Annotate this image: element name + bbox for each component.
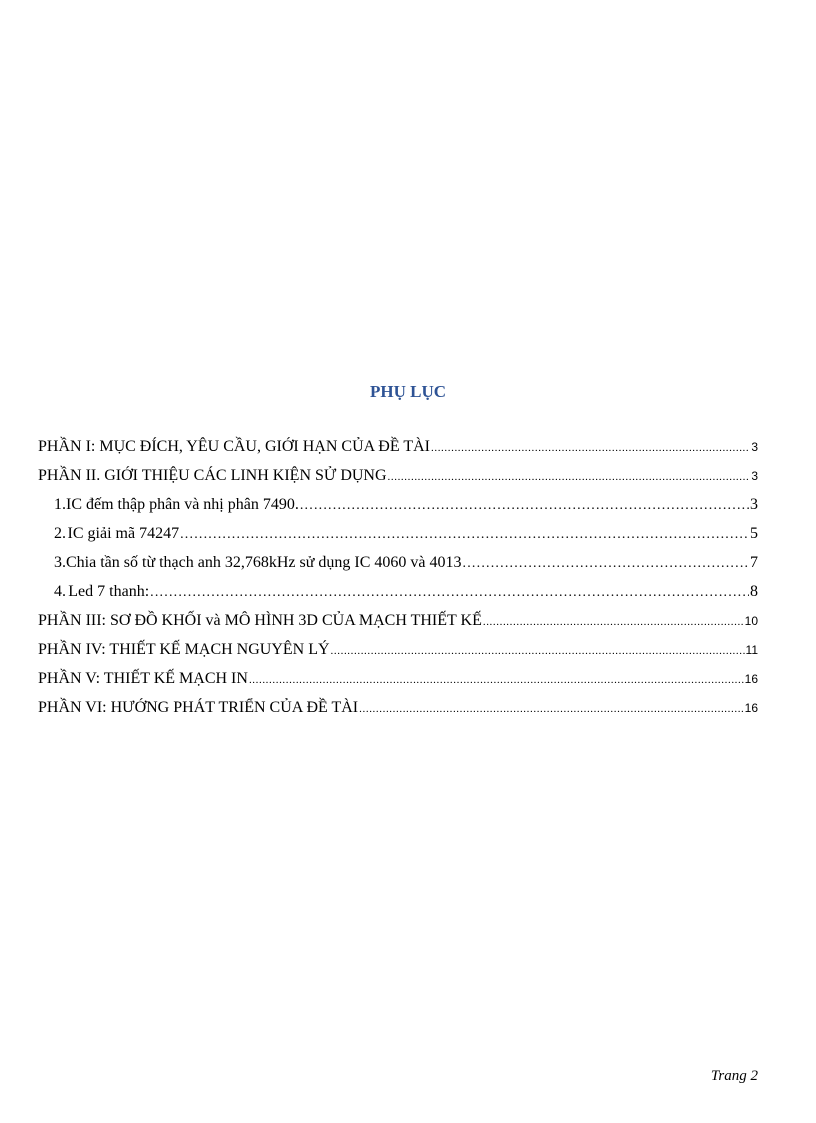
toc-entry-part-1[interactable] bbox=[38, 436, 758, 465]
toc-entry-page: 5 bbox=[750, 525, 758, 542]
toc-entry-label: Led 7 thanh: bbox=[68, 583, 150, 600]
toc-entry-label: IC giải mã 74247 bbox=[67, 525, 180, 542]
toc-entry-page: 3 bbox=[750, 496, 758, 513]
toc-leader-dots bbox=[463, 553, 749, 575]
toc-entry-page: 16 bbox=[744, 701, 758, 715]
toc-leader-dots bbox=[359, 698, 744, 720]
toc-entry-part-4[interactable] bbox=[38, 639, 758, 668]
toc-entry-number: 3. bbox=[54, 554, 66, 571]
toc-entry-label: PHẦN V: THIẾT KẾ MẠCH IN bbox=[38, 670, 248, 687]
toc-entry-page: 7 bbox=[750, 554, 758, 571]
toc-leader-dots bbox=[483, 611, 744, 633]
toc-leader-dots bbox=[150, 582, 749, 604]
toc-entry-part-5[interactable] bbox=[38, 668, 758, 697]
toc-entry-label: PHẦN VI: HƯỚNG PHÁT TRIỂN CỦA ĐỀ TÀI bbox=[38, 699, 359, 716]
toc-entry-part-2[interactable] bbox=[38, 465, 758, 494]
toc-entry-section-2[interactable] bbox=[38, 523, 758, 552]
toc-entry-page: 10 bbox=[744, 614, 758, 628]
toc-leader-dots bbox=[180, 524, 749, 546]
toc-entry-label: PHẦN IV: THIẾT KẾ MẠCH NGUYÊN LÝ bbox=[38, 641, 330, 658]
page-number-footer: Trang 2 bbox=[710, 1068, 758, 1084]
toc-entry-number: 4. bbox=[54, 583, 66, 600]
toc-entry-page: 8 bbox=[750, 583, 758, 600]
toc-entry-page: 3 bbox=[751, 469, 758, 483]
toc-entry-label: IC đếm thập phân và nhị phân 7490. bbox=[66, 496, 299, 513]
toc-entry-label: PHẦN I: MỤC ĐÍCH, YÊU CẦU, GIỚI HẠN CỦA ĐỀ TÀI bbox=[38, 438, 430, 455]
toc-entry-section-1[interactable] bbox=[38, 494, 758, 523]
toc-entry-section-3[interactable] bbox=[38, 552, 758, 581]
toc-leader-dots bbox=[331, 640, 745, 662]
toc-entry-label: PHẦN III: SƠ ĐỒ KHỐI và MÔ HÌNH 3D CỦA MẠCH THIẾT KẾ bbox=[38, 612, 482, 629]
toc-entry-page: 3 bbox=[751, 440, 758, 454]
toc-entry-part-3[interactable] bbox=[38, 610, 758, 639]
toc-leader-dots bbox=[249, 669, 744, 691]
toc-entry-label: PHẦN II. GIỚI THIỆU CÁC LINH KIỆN SỬ DỤNG bbox=[38, 467, 387, 484]
table-of-contents bbox=[38, 436, 758, 726]
toc-entry-section-4[interactable] bbox=[38, 581, 758, 610]
toc-leader-dots bbox=[431, 437, 750, 459]
toc-leader-dots bbox=[388, 466, 751, 488]
toc-leader-dots bbox=[300, 495, 749, 517]
toc-entry-label: Chia tần số từ thạch anh 32,768kHz sử dụng IC 4060 và 4013 bbox=[66, 554, 462, 571]
toc-entry-number: 2. bbox=[54, 525, 66, 542]
toc-entry-part-6[interactable] bbox=[38, 697, 758, 726]
toc-title: PHỤ LỤC bbox=[369, 382, 447, 401]
toc-entry-page: 16 bbox=[744, 672, 758, 686]
toc-entry-number: 1. bbox=[54, 496, 66, 513]
toc-entry-page: 11 bbox=[745, 643, 758, 657]
